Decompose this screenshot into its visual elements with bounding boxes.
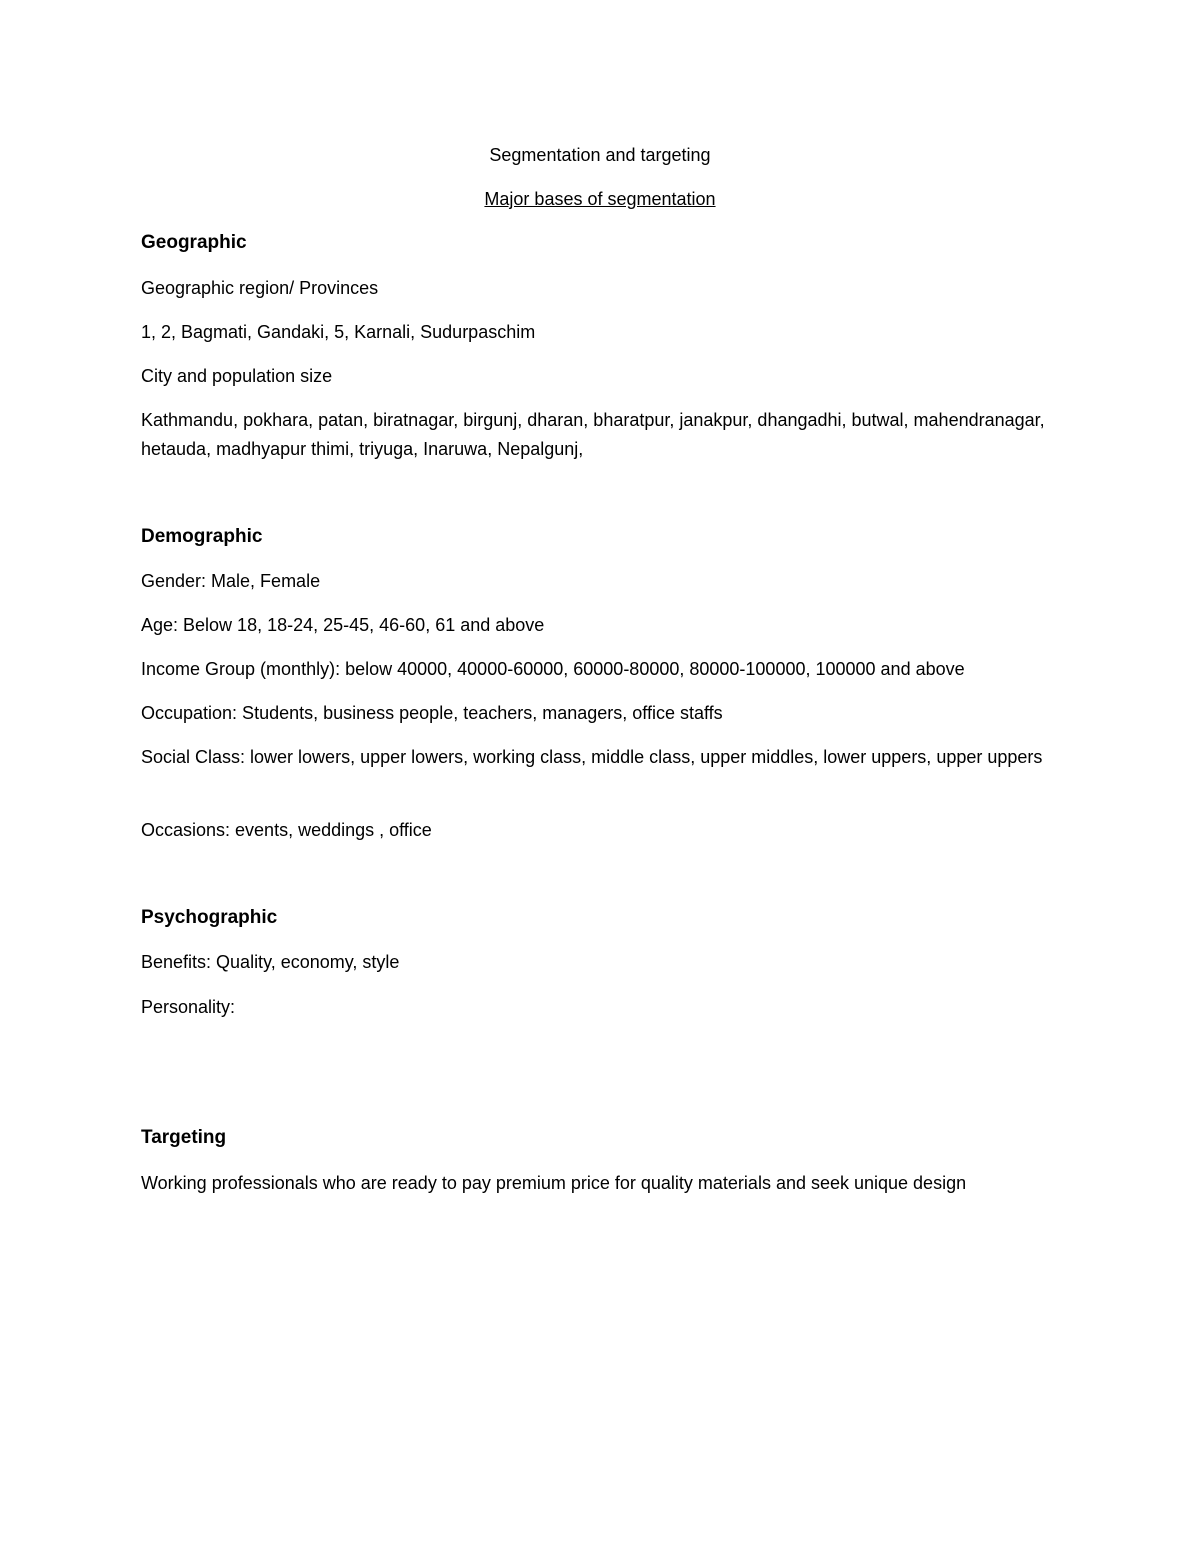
gender-line: Gender: Male, Female <box>141 571 321 591</box>
provinces-list: 1, 2, Bagmati, Gandaki, 5, Karnali, Sudurpaschim <box>141 322 536 342</box>
income-line: Income Group (monthly): below 40000, 40000-60000, 60000-80000, 80000-100000, 100000 and above <box>141 659 965 679</box>
geographic-heading: Geographic <box>141 232 247 253</box>
personality-line: Personality: <box>141 997 236 1017</box>
occasions-line: Occasions: events, weddings , office <box>141 820 432 840</box>
targeting-text: Working professionals who are ready to pay premium price for quality materials and seek unique design <box>141 1173 967 1193</box>
psychographic-heading: Psychographic <box>141 907 278 928</box>
targeting-heading: Targeting <box>141 1127 227 1148</box>
occupation-line: Occupation: Students, business people, teachers, managers, office staffs <box>141 703 723 723</box>
geographic-region-label: Geographic region/ Provinces <box>141 278 379 298</box>
cities-list: Kathmandu, pokhara, patan, biratnagar, birgunj, dharan, bharatpur, janakpur, dhangadhi, butwal, mahendranagar, hetauda, madhyapur thimi, triyuga, Inaruwa, Nepalgunj, <box>141 410 1045 459</box>
document-subtitle: Major bases of segmentation <box>484 189 716 209</box>
age-line: Age: Below 18, 18-24, 25-45, 46-60, 61 and above <box>141 615 545 635</box>
city-label: City and population size <box>141 366 333 386</box>
document-title: Segmentation and targeting <box>489 145 711 165</box>
demographic-heading: Demographic <box>141 526 263 547</box>
benefits-line: Benefits: Quality, economy, style <box>141 952 400 972</box>
social-class-line: Social Class: lower lowers, upper lowers, working class, middle class, upper middles, lower uppers, upper uppers <box>141 747 1043 767</box>
